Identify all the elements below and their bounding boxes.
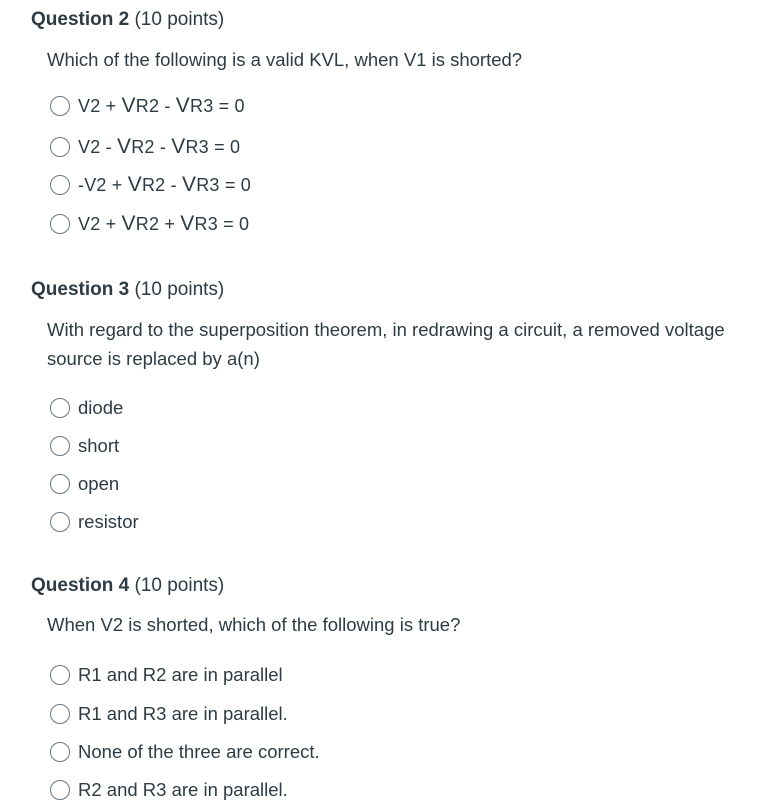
q3-option-4[interactable] [50, 509, 139, 535]
option-label: -V2 + VR2 - VR3 = 0 [78, 173, 251, 196]
option-label: R1 and R2 are in parallel [78, 664, 283, 685]
option-label: R1 and R3 are in parallel. [78, 703, 288, 724]
question-3-prompt [47, 315, 725, 373]
q3-option-3[interactable] [50, 471, 119, 497]
q4-option-1[interactable] [50, 662, 283, 688]
radio-button[interactable] [50, 665, 70, 685]
q3-option-1[interactable] [50, 395, 123, 421]
prompt-line-2: source is replaced by a(n) [47, 348, 260, 369]
question-2-prompt: Which of the following is a valid KVL, when V1 is shorted? [47, 49, 523, 70]
option-label: V2 - VR2 - VR3 = 0 [78, 135, 241, 158]
question-2-title [31, 9, 224, 31]
radio-button[interactable] [50, 137, 70, 157]
radio-button[interactable] [50, 780, 70, 800]
q4-option-4[interactable] [50, 777, 288, 803]
option-label: resistor [78, 511, 139, 532]
prompt-line-1: With regard to the superposition theorem, in redrawing a circuit, a removed voltage [47, 319, 725, 340]
q2-option-2[interactable] [50, 134, 240, 160]
option-label: short [78, 435, 120, 456]
option-label: open [78, 473, 120, 494]
option-label: diode [78, 397, 124, 418]
radio-button[interactable] [50, 175, 70, 195]
question-points: (10 points) [134, 9, 225, 30]
q4-option-2[interactable] [50, 701, 288, 727]
q2-option-4[interactable] [50, 211, 249, 237]
question-points: (10 points) [134, 575, 225, 596]
option-label: V2 + VR2 + VR3 = 0 [78, 212, 250, 235]
radio-button[interactable] [50, 474, 70, 494]
q2-option-1[interactable] [50, 93, 245, 119]
question-number: Question 3 [31, 279, 130, 300]
question-number: Question 2 [31, 9, 130, 30]
radio-button[interactable] [50, 436, 70, 456]
q3-option-2[interactable] [50, 433, 119, 459]
option-label: R2 and R3 are in parallel. [78, 779, 288, 800]
radio-button[interactable] [50, 512, 70, 532]
option-label: None of the three are correct. [78, 741, 320, 762]
radio-button[interactable] [50, 398, 70, 418]
radio-button[interactable] [50, 96, 70, 116]
radio-button[interactable] [50, 704, 70, 724]
question-number: Question 4 [31, 575, 130, 596]
question-4-title [31, 575, 224, 597]
question-points: (10 points) [134, 279, 225, 300]
question-4-prompt: When V2 is shorted, which of the following is true? [47, 614, 461, 635]
radio-button[interactable] [50, 214, 70, 234]
q4-option-3[interactable] [50, 739, 320, 765]
option-label: V2 + VR2 - VR3 = 0 [78, 94, 245, 117]
question-3-title [31, 279, 224, 301]
radio-button[interactable] [50, 742, 70, 762]
q2-option-3[interactable] [50, 172, 251, 198]
